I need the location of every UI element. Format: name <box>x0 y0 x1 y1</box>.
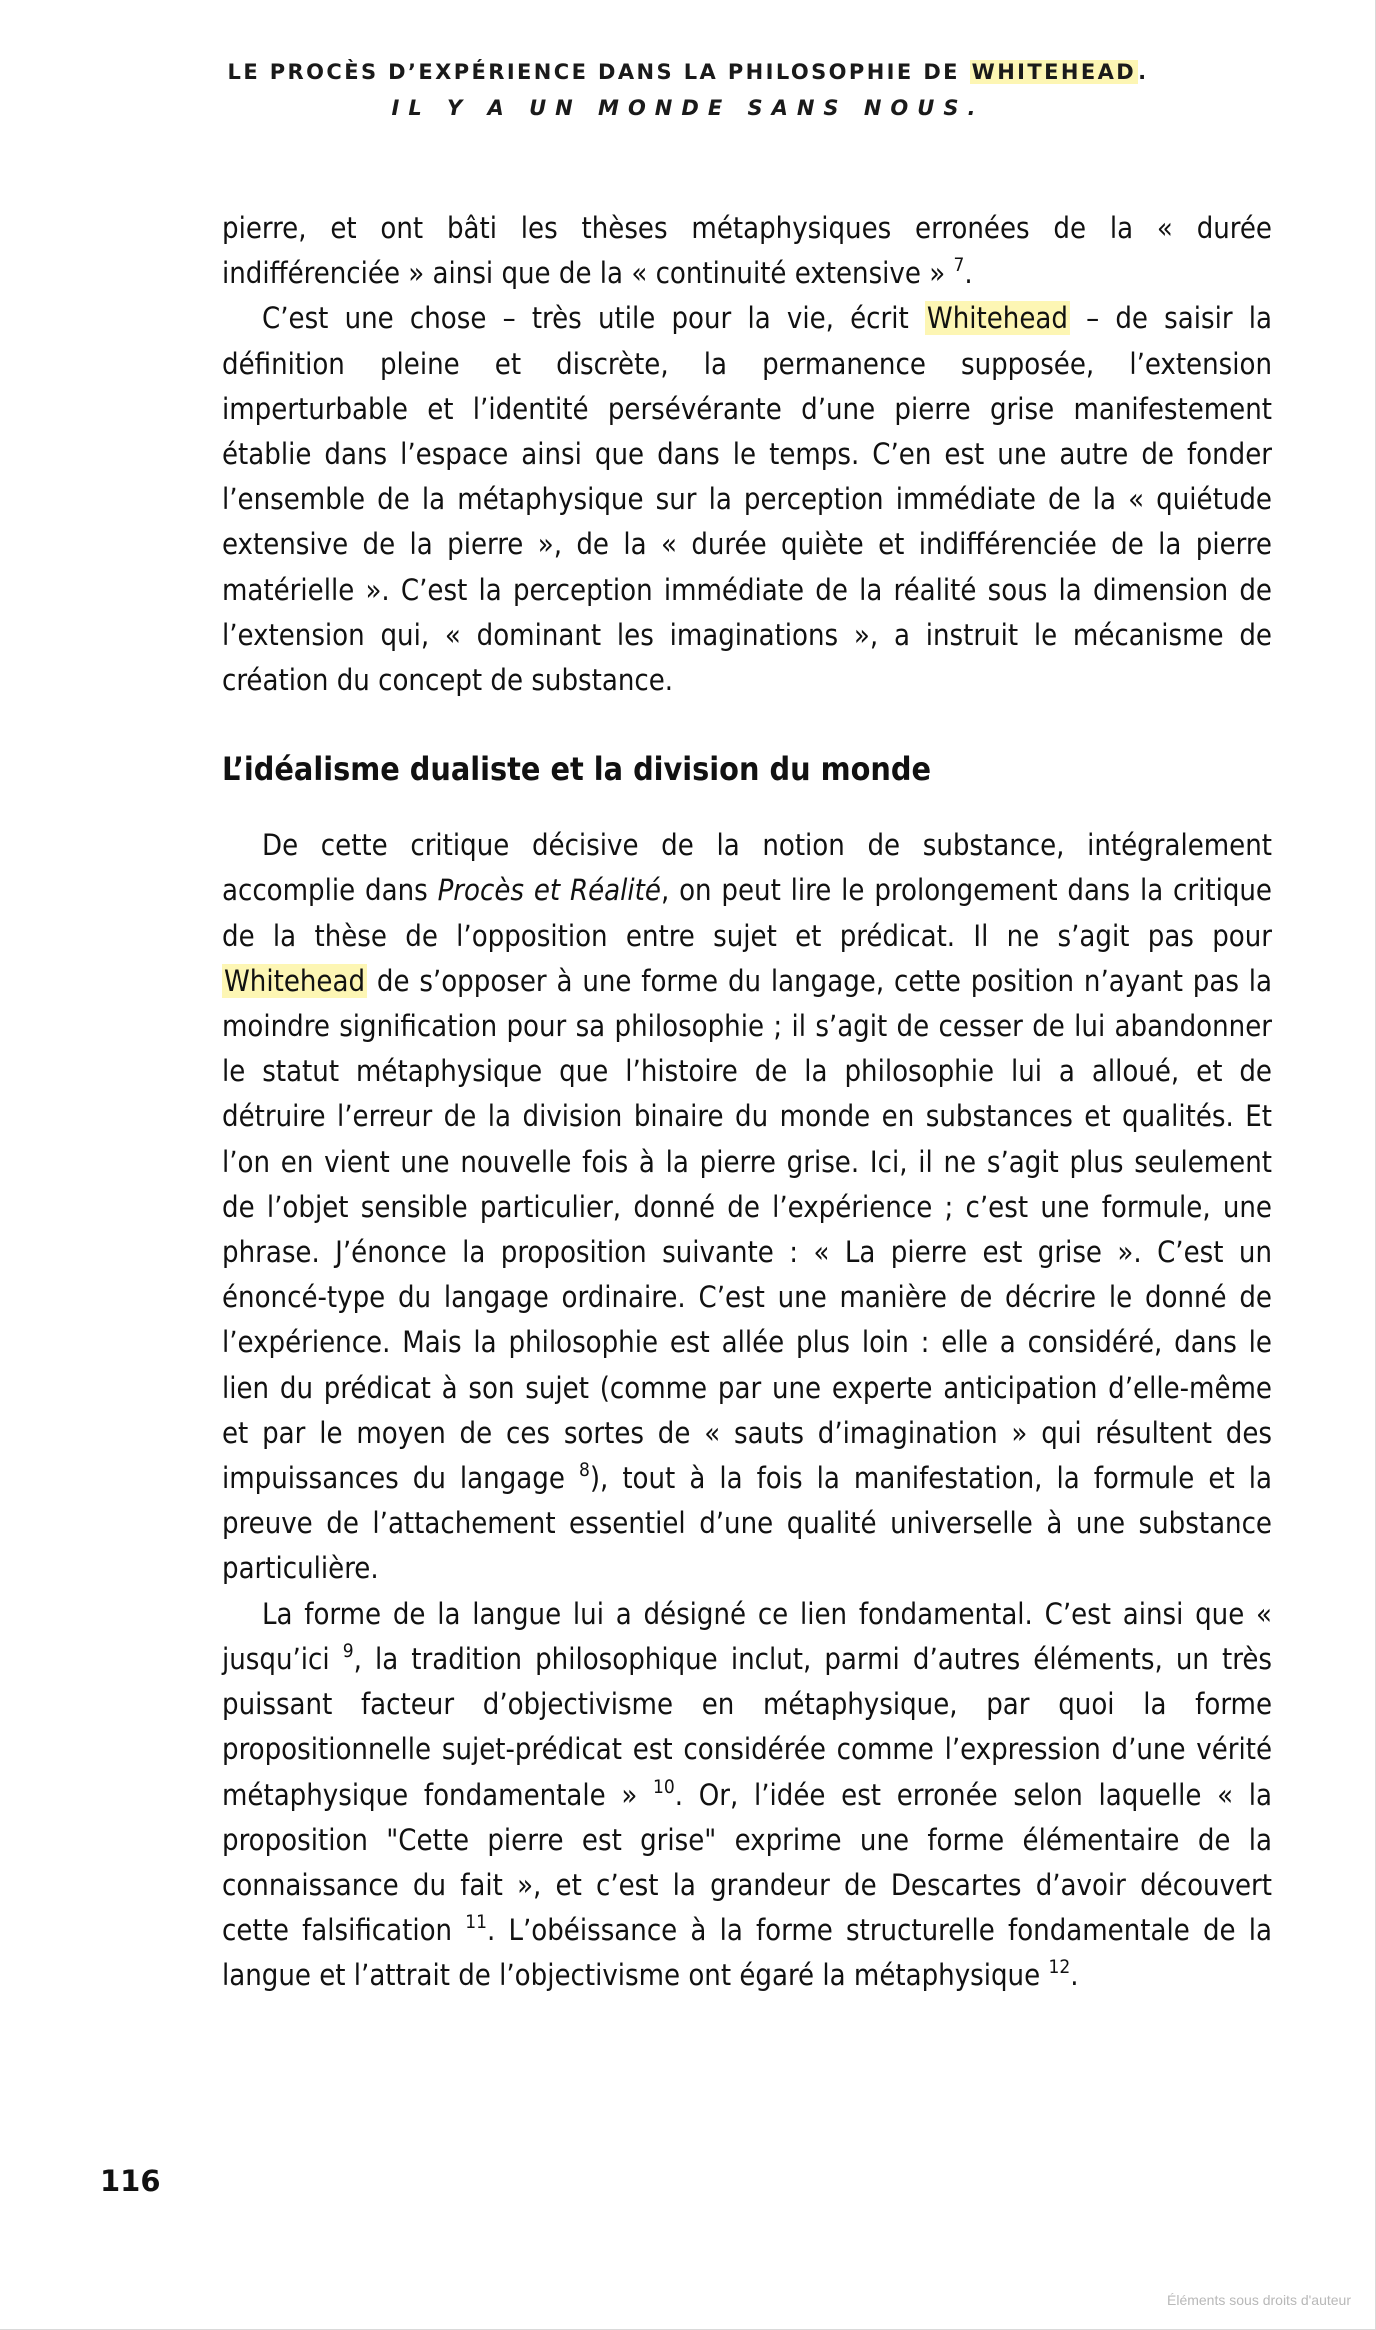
section-heading: L’idéalisme dualiste et la division du monde <box>222 750 931 789</box>
running-head-line-2: IL Y A UN MONDE SANS NOUS. <box>391 96 985 120</box>
paragraph-4 <box>222 1592 1272 1999</box>
search-highlight: Whitehead <box>926 301 1068 336</box>
running-head-period: . <box>1138 60 1149 84</box>
running-head-text: LE PROCÈS D’EXPÉRIENCE DANS LA PHILOSOPHIE DE <box>227 60 970 84</box>
paragraph-text: , la tradition philosophique inclut, parmi d’autres éléments, un très puissant facteur d’objectivisme en métaphysique, par quoi la forme propositionnelle sujet-prédicat est considérée comme l’expression d’une vérité métaphysique fondamentale » <box>222 1641 1272 1812</box>
search-highlight: WHITEHEAD <box>971 60 1137 84</box>
footnote-ref[interactable]: 10 <box>653 1775 675 1798</box>
paragraph-2 <box>222 296 1272 703</box>
footnote-ref[interactable]: 7 <box>953 254 965 277</box>
footnote-ref[interactable]: 11 <box>465 1911 488 1934</box>
page-number: 116 <box>100 2164 161 2198</box>
paragraph-text: , on peut lire le prolongement dans la critique de la thèse de l’opposition entre sujet et prédicat. Il ne s’agit pas pour <box>222 873 1272 953</box>
footnote-ref[interactable]: 9 <box>342 1639 354 1662</box>
paragraph-text: . <box>964 256 973 291</box>
body-text <box>222 206 1272 1999</box>
copyright-notice: Éléments sous droits d'auteur <box>1167 2292 1351 2308</box>
running-head <box>0 54 1376 126</box>
footnote-ref[interactable]: 12 <box>1048 1956 1071 1979</box>
paragraph-text: . <box>1070 1958 1079 1993</box>
paragraph-text: ), tout à la fois la manifestation, la formule et la preuve de l’attachement essentiel d’une qualité universelle à une substance particulière. <box>222 1461 1272 1586</box>
paragraph-text: La forme de la langue lui a désigné ce lien fondamental. C’est ainsi que « jusqu’ici <box>222 1596 1272 1676</box>
paragraph-text: de s’opposer à une forme du langage, cette position n’ayant pas la moindre signification pour sa philosophie ; il s’agit de cesser de lui abandonner le statut métaphysique que l’histoire de la philosophie lui a alloué, et de détruire l’erreur de la division binaire du monde en substances et qualités. Et l’on en vient une nouvelle fois à la pierre grise. Ici, il ne s’agit plus seulement de l’objet sensible particulier, donné de l’expérience ; c’est une formule, une phrase. J’énonce la proposition suivante : « La pierre est grise ». C’est un énoncé-type du langage ordinaire. C’est une manière de décrire le donné de l’expérience. Mais la philosophie est allée plus loin : elle a considéré, dans le lien du prédicat à son sujet (comme par une experte anticipation d’elle-même et par le moyen de ces sortes de « sauts d’imagination » qui résultent des impuissances du langage <box>222 963 1272 1496</box>
running-head-line-1 <box>0 54 1376 90</box>
paragraph-text: . L’obéissance à la forme structurelle fondamentale de la langue et l’attrait de l’objectivisme ont égaré la métaphysique <box>222 1913 1272 1993</box>
footnote-ref[interactable]: 8 <box>578 1459 590 1482</box>
paragraph-text: C’est une chose – très utile pour la vie, écrit <box>262 301 925 336</box>
search-highlight: Whitehead <box>224 963 366 998</box>
book-title: Procès et Réalité <box>437 873 661 908</box>
paragraph-text: pierre, et ont bâti les thèses métaphysiques erronées de la « durée indifférenciée » ainsi que de la « continuité extensive » <box>222 211 1272 291</box>
paragraph-text: – de saisir la définition pleine et discrète, la permanence supposée, l’extension imperturbable et l’identité persévérante d’une pierre grise manifestement établie dans l’espace ainsi que dans le temps. C’en est une autre de fonder l’ensemble de la métaphysique sur la perception immédiate de la « quiétude extensive de la pierre », de la « durée quiète et indifférenciée de la pierre matérielle ». C’est la perception immédiate de la réalité sous la dimension de l’extension qui, « dominant les imaginations », a instruit le mécanisme de création du concept de substance. <box>222 301 1273 698</box>
paragraph-1 <box>222 206 1272 296</box>
paragraph-text: De cette critique décisive de la notion de substance, intégralement accomplie dans <box>222 828 1272 908</box>
paragraph-text: . Or, l’idée est erronée selon laquelle « la proposition "Cette pierre est grise" exprime une forme élémentaire de la connaissance du fait », et c’est la grandeur de Descartes d’avoir découvert cette falsification <box>222 1777 1272 1948</box>
paragraph-3 <box>222 823 1272 1591</box>
